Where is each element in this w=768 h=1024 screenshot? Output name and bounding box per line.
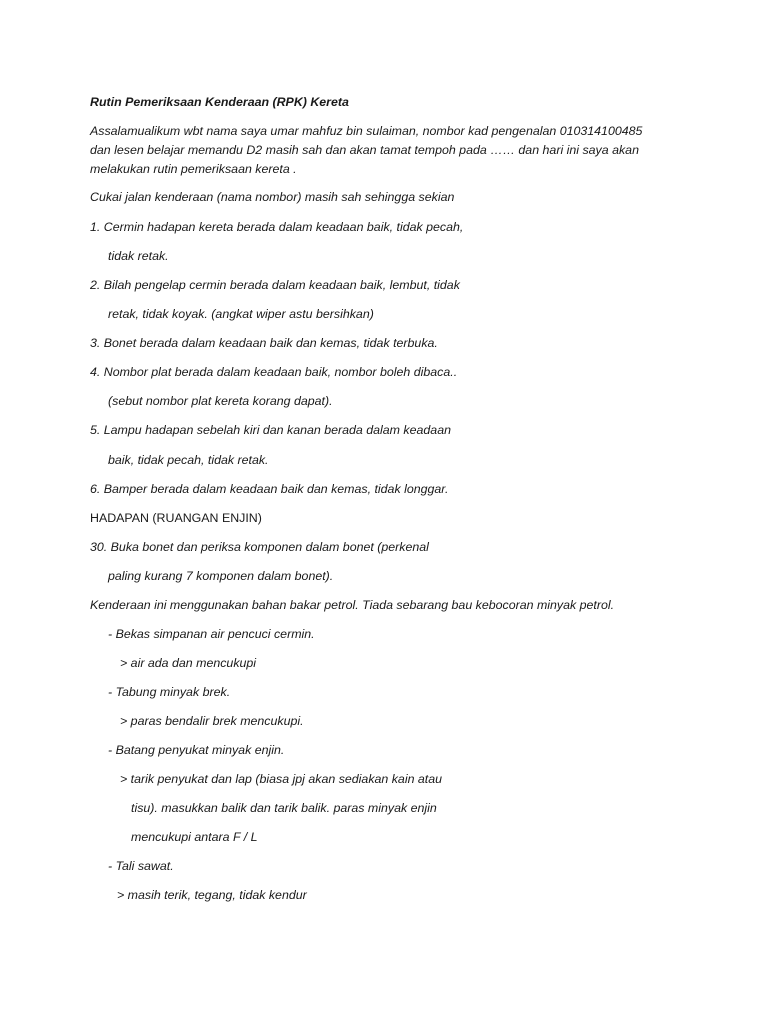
component-4-note-1: > masih terik, tegang, tidak kendur xyxy=(117,888,307,902)
item-6-line-1: 6. Bamper berada dalam keadaan baik dan kemas, tidak longgar. xyxy=(90,482,449,496)
component-1-note-1: > air ada dan mencukupi xyxy=(120,656,257,670)
fuel-note: Kenderaan ini menggunakan bahan bakar petrol. Tiada sebarang bau kebocoran minyak petrol. xyxy=(90,598,615,612)
item-30-line-1: 30. Buka bonet dan periksa komponen dalam bonet (perkenal xyxy=(90,540,429,554)
item-2-line-1: 2. Bilah pengelap cermin berada dalam keadaan baik, lembut, tidak xyxy=(90,278,460,292)
intro-line-1: Assalamualikum wbt nama saya umar mahfuz bin sulaiman, nombor kad pengenalan 010314100485 xyxy=(90,124,643,138)
road-tax-line: Cukai jalan kenderaan (nama nombor) masih sah sehingga sekian xyxy=(90,190,455,204)
component-3-note-3: mencukupi antara F / L xyxy=(131,830,258,844)
component-2-note-1: > paras bendalir brek mencukupi. xyxy=(120,714,304,728)
component-2-label: - Tabung minyak brek. xyxy=(108,685,231,699)
item-5-line-2: baik, tidak pecah, tidak retak. xyxy=(108,453,269,467)
document-title: Rutin Pemeriksaan Kenderaan (RPK) Kereta xyxy=(90,95,349,109)
component-3-note-1: > tarik penyukat dan lap (biasa jpj akan sediakan kain atau xyxy=(120,772,443,786)
component-1-label: - Bekas simpanan air pencuci cermin. xyxy=(108,627,315,641)
intro-line-2: dan lesen belajar memandu D2 masih sah dan akan tamat tempoh pada …… dan hari ini saya akan xyxy=(90,143,639,157)
item-1-line-1: 1. Cermin hadapan kereta berada dalam keadaan baik, tidak pecah, xyxy=(90,220,464,234)
item-30-line-2: paling kurang 7 komponen dalam bonet). xyxy=(108,569,334,583)
item-1-line-2: tidak retak. xyxy=(108,249,169,263)
component-3-note-2: tisu). masukkan balik dan tarik balik. paras minyak enjin xyxy=(131,801,437,815)
intro-line-3: melakukan rutin pemeriksaan kereta . xyxy=(90,162,297,176)
item-5-line-1: 5. Lampu hadapan sebelah kiri dan kanan berada dalam keadaan xyxy=(90,423,451,437)
item-4-line-1: 4. Nombor plat berada dalam keadaan baik, nombor boleh dibaca.. xyxy=(90,365,458,379)
item-2-line-2: retak, tidak koyak. (angkat wiper astu bersihkan) xyxy=(108,307,374,321)
component-4-label: - Tali sawat. xyxy=(108,859,174,873)
item-4-line-2: (sebut nombor plat kereta korang dapat). xyxy=(108,394,333,408)
item-3-line-1: 3. Bonet berada dalam keadaan baik dan kemas, tidak terbuka. xyxy=(90,336,438,350)
component-3-label: - Batang penyukat minyak enjin. xyxy=(108,743,285,757)
section-heading: HADAPAN (RUANGAN ENJIN) xyxy=(90,511,262,525)
